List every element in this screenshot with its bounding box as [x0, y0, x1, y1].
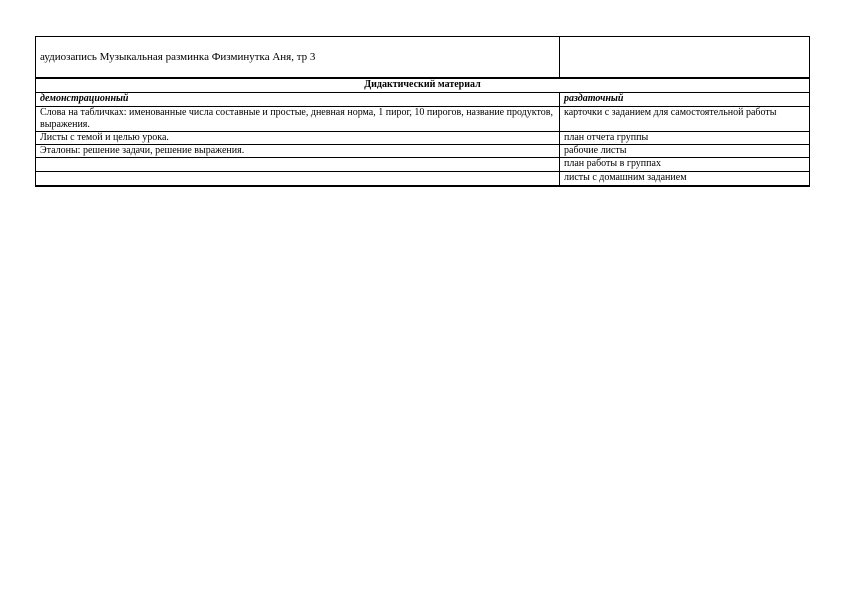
- audio-cell: аудиозапись Музыкальная разминка Физминутка Аня, тр 3: [36, 37, 560, 79]
- demo-column-header: демонстрационный: [36, 93, 560, 107]
- handout-cell: план отчета группы: [560, 132, 810, 145]
- handout-cell: план работы в группах: [560, 158, 810, 172]
- demo-cell: Эталоны: решение задачи, решение выражения.: [36, 145, 560, 158]
- handout-cell: рабочие листы: [560, 145, 810, 158]
- demo-cell: [36, 172, 560, 187]
- table-row: [36, 145, 810, 158]
- handout-cell: листы с домашним заданием: [560, 172, 810, 187]
- table-row: [36, 172, 810, 187]
- didactic-subheader-row: [36, 93, 810, 107]
- audio-row: [36, 37, 810, 79]
- lesson-materials-table: [35, 36, 810, 187]
- handout-cell: карточки с заданием для самостоятельной работы: [560, 107, 810, 132]
- table-row: [36, 107, 810, 132]
- didactic-heading-row: [36, 78, 810, 93]
- audio-empty-cell: [560, 37, 810, 79]
- handout-column-header: раздаточный: [560, 93, 810, 107]
- demo-cell: Листы с темой и целью урока.: [36, 132, 560, 145]
- demo-cell: [36, 158, 560, 172]
- didactic-heading: Дидактический материал: [36, 78, 810, 93]
- demo-cell: Слова на табличках: именованные числа составные и простые, дневная норма, 1 пирог, 10 пирогов, название продуктов, выражения.: [36, 107, 560, 132]
- table-row: [36, 158, 810, 172]
- table-row: [36, 132, 810, 145]
